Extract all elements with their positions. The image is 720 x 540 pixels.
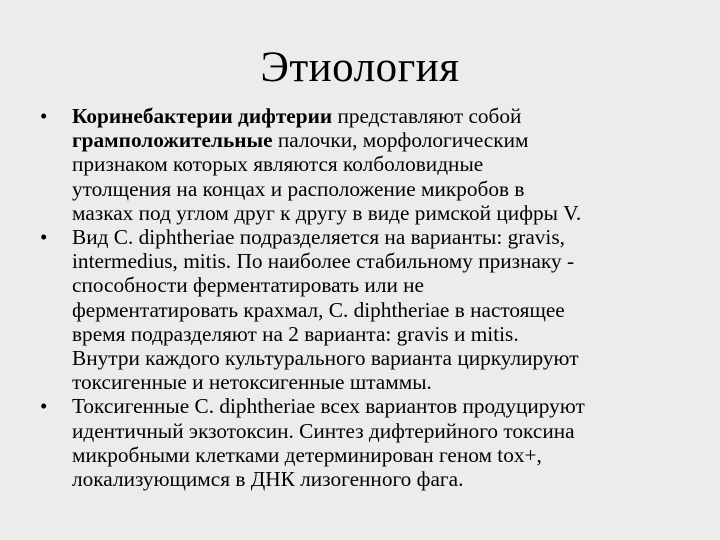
line-text: Вид C. diphtheriae подразделяется на варианты: gravis,	[72, 225, 565, 250]
bullet-line	[72, 273, 682, 297]
bullet-item	[0, 394, 720, 491]
bold-term: Коринебактерии дифтерии	[72, 104, 333, 128]
line-text: ферментатировать крахмал, C. diphtheriae в настоящее	[72, 297, 565, 322]
bullet-marker: •	[40, 225, 48, 250]
bold-term: грамположительные	[72, 128, 273, 153]
bullet-line	[72, 152, 682, 176]
bullet-line	[72, 467, 682, 491]
bullet-line	[72, 419, 682, 443]
bullet-line	[72, 370, 682, 394]
bullet-line	[72, 394, 682, 418]
line-text: утолщения на концах и расположение микробов в	[72, 176, 525, 201]
line-text: токсигенные и нетоксигенные штаммы.	[72, 370, 432, 395]
line-text: признаком которых являются колболовидные	[72, 152, 484, 177]
bullet-line	[72, 128, 682, 152]
bullet-line	[72, 322, 682, 346]
line-text: локализующимся в ДНК лизогенного фага.	[72, 467, 464, 492]
line-text: время подразделяют на 2 варианта: gravis и mitis.	[72, 321, 519, 346]
line-text: идентичный экзотоксин. Синтез дифтерийного токсина	[72, 418, 575, 443]
bullet-line	[72, 249, 682, 273]
line-text: мазках под углом друг к другу в виде римской цифры V.	[72, 200, 582, 225]
bullet-item	[0, 104, 720, 225]
bullet-marker: •	[40, 394, 48, 419]
line-text: палочки, морфологическим	[272, 128, 529, 153]
line-text: микробными клетками детерминирован геном tox+,	[72, 442, 542, 467]
bullet-line	[72, 177, 682, 201]
line-text: Токсигенные C. diphtheriae всех вариантов продуцируют	[72, 394, 585, 419]
bullet-line	[72, 346, 682, 370]
bullet-line	[72, 298, 682, 322]
bullet-line	[72, 201, 682, 225]
line-text: представляют собой	[332, 104, 522, 128]
line-text: способности ферментатировать или не	[72, 273, 425, 298]
bullet-line	[72, 443, 682, 467]
bullet-line	[72, 104, 682, 128]
bullet-line	[72, 225, 682, 249]
slide-title: Этиология	[260, 44, 460, 91]
line-text: intermedius, mitis. По наиболее стабильному признаку -	[72, 249, 575, 274]
line-text: Внутри каждого культурального варианта циркулируют	[72, 346, 579, 371]
bullet-marker: •	[40, 104, 48, 128]
bullet-item	[0, 225, 720, 394]
bullet-list	[0, 104, 720, 491]
